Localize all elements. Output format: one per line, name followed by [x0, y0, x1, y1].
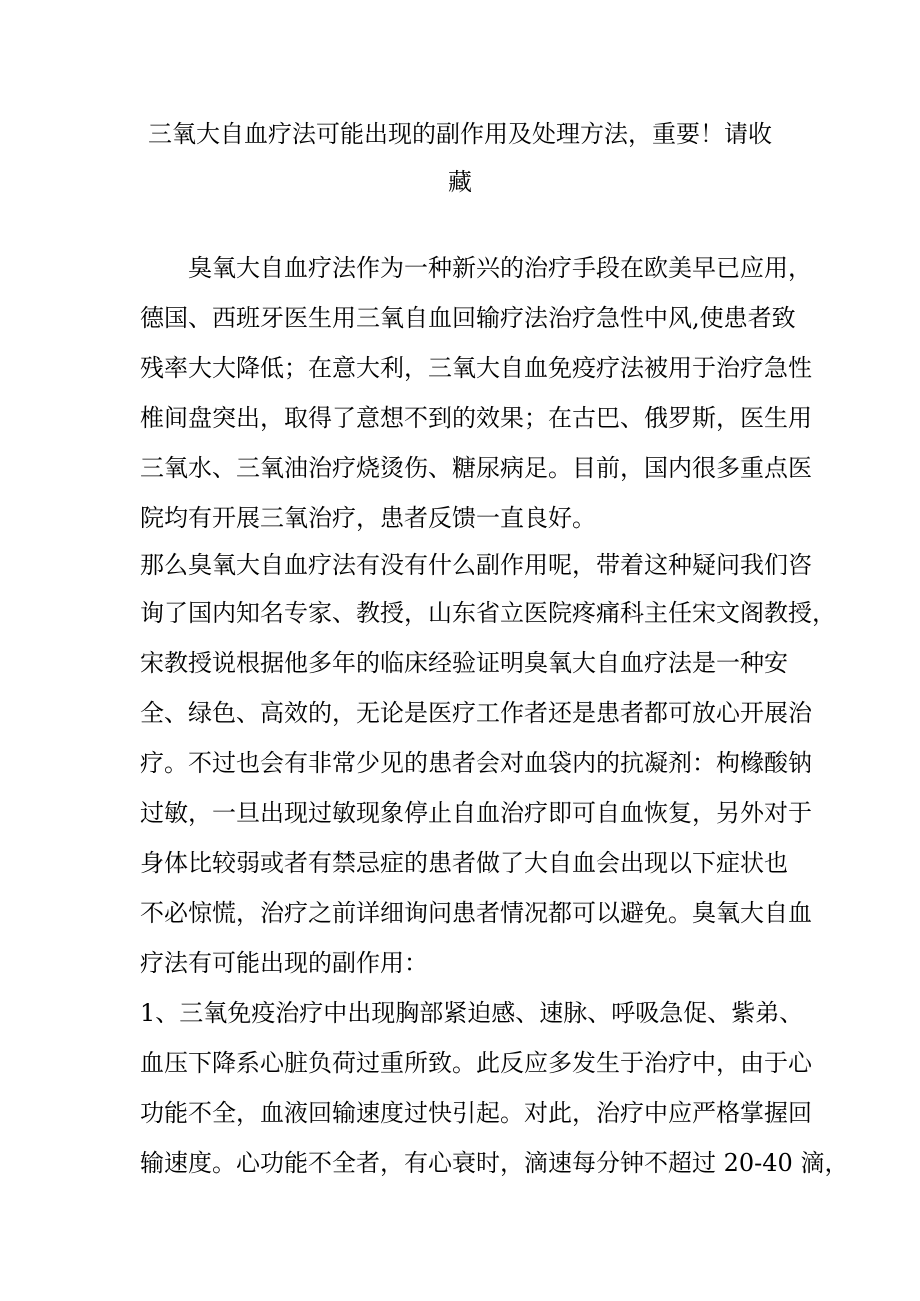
body-line: 三氧水、三氧油治疗烧烫伤、糖尿病足。目前，国内很多重点医 [140, 454, 812, 482]
body-line: 不必惊慌，治疗之前详细询问患者情况都可以避免。臭氧大自血 [140, 899, 812, 927]
body-line: 德国、西班牙医生用三氧自血回输疗法治疗急性中风,使患者致 [140, 304, 796, 332]
body-line: 功能不全，血液回输速度过快引起。对此，治疗中应严格掌握回 [140, 1099, 812, 1127]
title-line-2: 藏 [448, 168, 472, 196]
body-line: 输速度。心功能不全者，有心衰时，滴速每分钟不超过 20-40 滴， [140, 1149, 849, 1177]
body-line: 全、绿色、高效的，无论是医疗工作者还是患者都可放心开展治 [140, 699, 812, 727]
body-line: 询了国内知名专家、教授，山东省立医院疼痛科主任宋文阁教授， [140, 599, 836, 627]
body-line: 血压下降系心脏负荷过重所致。此反应多发生于治疗中，由于心 [140, 1049, 812, 1077]
body-line: 臭氧大自血疗法作为一种新兴的治疗手段在欧美早已应用， [188, 254, 812, 282]
body-line: 宋教授说根据他多年的临床经验证明臭氧大自血疗法是一种安 [140, 649, 788, 677]
body-line: 疗法有可能出现的副作用： [140, 949, 428, 977]
body-line: 那么臭氧大自血疗法有没有什么副作用呢，带着这种疑问我们咨 [140, 551, 812, 579]
body-line: 过敏，一旦出现过敏现象停止自血治疗即可自血恢复，另外对于 [140, 799, 812, 827]
body-line: 身体比较弱或者有禁忌症的患者做了大自血会出现以下症状也 [140, 849, 788, 877]
body-line: 椎间盘突出，取得了意想不到的效果；在古巴、俄罗斯，医生用 [140, 404, 812, 432]
body-line: 1、三氧免疫治疗中出现胸部紧迫感、速脉、呼吸急促、紫弟、 [140, 999, 804, 1027]
body-line: 残率大大降低；在意大利，三氧大自血免疫疗法被用于治疗急性 [140, 354, 812, 382]
title-line-1: 三氧大自血疗法可能出现的副作用及处理方法，重要！请收 [148, 120, 772, 148]
body-line: 院均有开展三氧治疗，患者反馈一直良好。 [140, 504, 596, 532]
body-line: 疗。不过也会有非常少见的患者会对血袋内的抗凝剂：枸橼酸钠 [140, 749, 812, 777]
